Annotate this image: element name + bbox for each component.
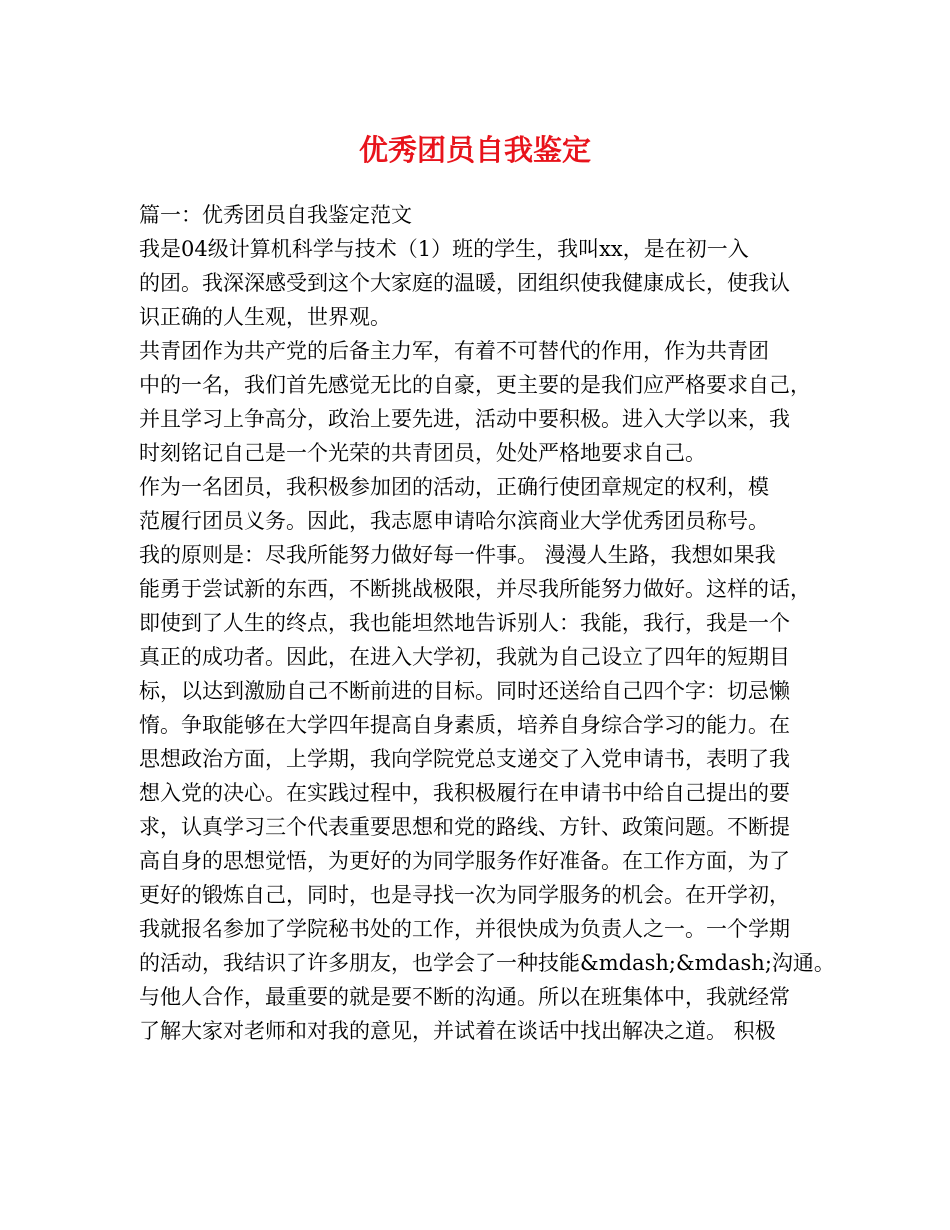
text-line: 更好的锻炼自己，同时，也是寻找一次为同学服务的机会。在开学初， xyxy=(139,883,790,907)
text-line: 并且学习上争高分，政治上要先进，活动中要积极。进入大学以来，我 xyxy=(139,407,790,431)
text-line: 共青团作为共产党的后备主力军，有着不可替代的作用，作为共青团 xyxy=(139,339,769,363)
text-line: 作为一名团员，我积极参加团的活动，正确行使团章规定的权利，模 xyxy=(139,475,769,499)
text-line: 识正确的人生观，世界观。 xyxy=(139,305,391,329)
text-line: 中的一名，我们首先感觉无比的自豪，更主要的是我们应严格要求自己， xyxy=(139,373,811,397)
text-line: 的活动，我结识了许多朋友，也学会了一种技能&mdash;&mdash;沟通。 xyxy=(139,951,835,975)
document-title: 优秀团员自我鉴定 xyxy=(358,133,591,167)
text-line: 我的原则是：尽我所能努力做好每一件事。 漫漫人生路，我想如果我 xyxy=(139,543,776,567)
document-body xyxy=(139,198,835,1048)
text-line: 标，以达到激励自己不断前进的目标。同时还送给自己四个字：切忌懒 xyxy=(139,679,790,703)
text-line: 的团。我深深感受到这个大家庭的温暖，团组织使我健康成长，使我认 xyxy=(139,271,790,295)
text-line: 我是04级计算机科学与技术（1）班的学生，我叫xx，是在初一入 xyxy=(139,237,749,261)
text-line: 即使到了人生的终点，我也能坦然地告诉别人：我能，我行，我是一个 xyxy=(139,611,790,635)
text-line: 思想政治方面，上学期，我向学院党总支递交了入党申请书，表明了我 xyxy=(139,747,790,771)
text-line: 求，认真学习三个代表重要思想和党的路线、方针、政策问题。不断提 xyxy=(139,815,790,839)
text-line: 范履行团员义务。因此，我志愿申请哈尔滨商业大学优秀团员称号。 xyxy=(139,509,769,533)
text-line: 与他人合作，最重要的就是要不断的沟通。所以在班集体中，我就经常 xyxy=(139,985,790,1009)
text-line: 真正的成功者。因此，在进入大学初，我就为自己设立了四年的短期目 xyxy=(139,645,790,669)
text-line: 想入党的决心。在实践过程中，我积极履行在申请书中给自己提出的要 xyxy=(139,781,790,805)
text-line: 能勇于尝试新的东西，不断挑战极限，并尽我所能努力做好。这样的话， xyxy=(139,577,811,601)
text-line: 惰。争取能够在大学四年提高自身素质，培养自身综合学习的能力。在 xyxy=(139,713,790,737)
text-line: 我就报名参加了学院秘书处的工作，并很快成为负责人之一。一个学期 xyxy=(139,917,790,941)
text-line: 高自身的思想觉悟，为更好的为同学服务作好准备。在工作方面，为了 xyxy=(139,849,790,873)
text-line: 时刻铭记自己是一个光荣的共青团员，处处严格地要求自己。 xyxy=(139,441,706,465)
text-line: 篇一：优秀团员自我鉴定范文 xyxy=(139,203,412,227)
text-line: 了解大家对老师和对我的意见，并试着在谈话中找出解决之道。 积极 xyxy=(139,1019,776,1043)
